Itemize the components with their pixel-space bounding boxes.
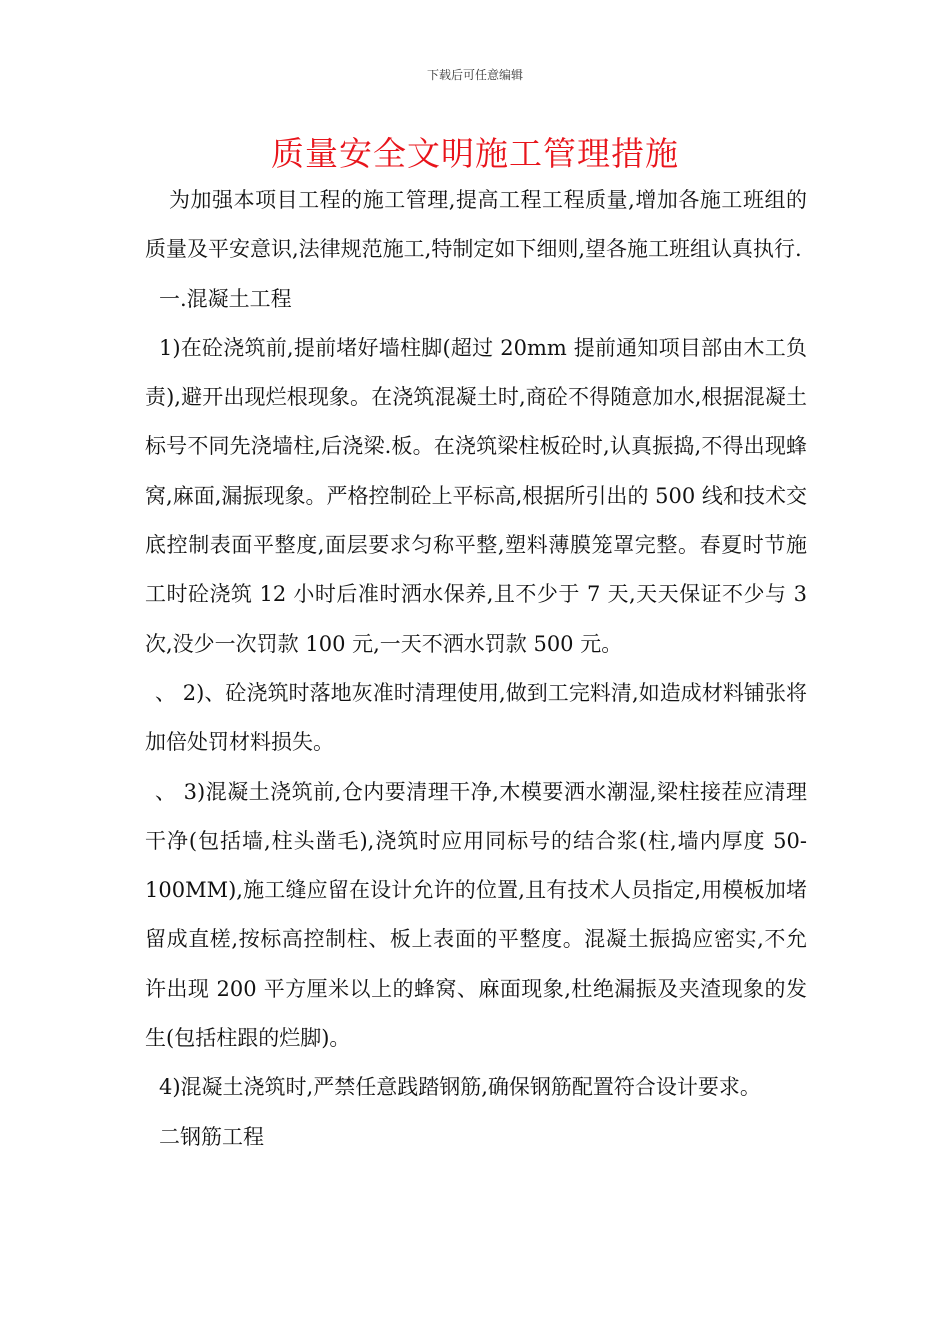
section-heading-rebar: 二钢筋工程 — [159, 1124, 264, 1149]
header-note: 下载后可任意编辑 — [426, 68, 523, 82]
document-body — [145, 176, 807, 1162]
section-heading-concrete: 一.混凝土工程 — [159, 286, 292, 311]
clause-1-paragraph: 1)在砼浇筑前,提前堵好墙柱脚(超过 20mm 提前通知项目部由木工负责),避开出现烂根现象。在浇筑混凝土时,商砼不得随意加水,根据混凝土标号不同先浇墙柱,后浇梁.板。在浇筑梁柱板砼时,认真振捣,不得出现蜂窝,麻面,漏振现象。严格控制砼上平标高,根据所引出的 500 线和技术交底控制表面平整度,面层要求匀称平整,塑料薄膜笼罩完整。春夏时节施工时砼浇筑 12 小时后准时洒水保养,且不少于 7 天,天天保证不少与 3 次,没少一次罚款 100 元,一天不洒水罚款 500 元。 — [145, 335, 807, 656]
page-title: 质量安全文明施工管理措施 — [271, 134, 679, 173]
clause-2-paragraph: 、 2)、砼浇筑时落地灰准时清理使用,做到工完料清,如造成材料铺张将加倍处罚材料损失。 — [145, 680, 807, 755]
clause-4-paragraph: 4)混凝土浇筑时,严禁任意践踏钢筋,确保钢筋配置符合设计要求。 — [159, 1075, 761, 1100]
clause-3-paragraph: 、 3)混凝土浇筑前,仓内要清理干净,木模要洒水潮湿,梁柱接茬应清理干净(包括墙,柱头凿毛),浇筑时应用同标号的结合浆(柱,墙内厚度 50-100MM),施工缝应留在设计允许的位置,且有技术人员指定,用模板加堵留成直槎,按标高控制柱、板上表面的平整度。混凝土振捣应密实,不允许出现 200 平方厘米以上的蜂窝、麻面现象,杜绝漏振及夹渣现象的发生(包括柱跟的烂脚)。 — [145, 779, 807, 1051]
intro-paragraph: 为加强本项目工程的施工管理,提高工程工程质量,增加各施工班组的质量及平安意识,法律规范施工,特制定如下细则,望各施工班组认真执行. — [145, 188, 807, 262]
